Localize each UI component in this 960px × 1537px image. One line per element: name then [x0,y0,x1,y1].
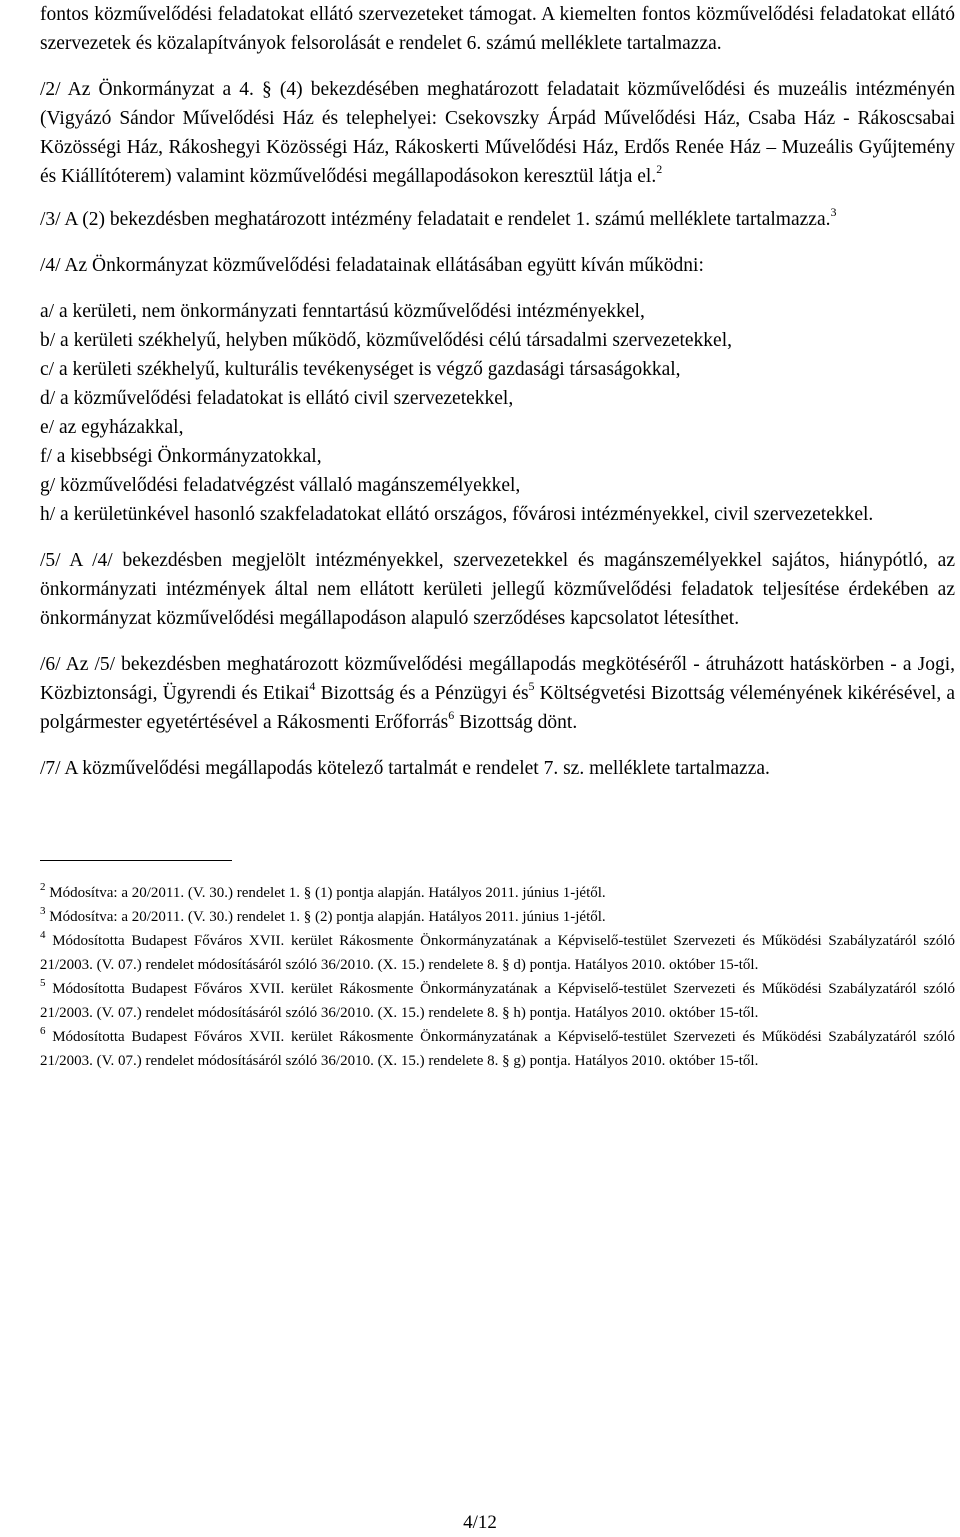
footnote-ref-3: 3 [830,204,837,219]
footnote [40,905,955,929]
paragraph-6-text-a: /6/ Az /5/ bekezdésben meghatározott közművelődési megállapodás megkötéséről - átruházott hatáskörben - a Jogi, Közbiztonsági, Ügyrendi és Etikai [40,654,955,704]
paragraph-5: /5/ A /4/ bekezdésben megjelölt intézményekkel, szervezetekkel és magánszemélyekkel sajátos, hiánypótló, az önkormányzati intézmények által nem ellátott kerületi jellegű közművelődési feladatok teljesítése érdekében az önkormányzat közművelődési megállapodáson alapuló szerződéses kapcsolatot létesíthet. [40,550,955,629]
footnote-number: 4 [40,929,46,941]
footnote-text: Módosította Budapest Főváros XVII. kerület Rákosmente Önkormányzatának a Képviselő-testület Szervezeti és Működési Szabályzatáról szóló 21/2003. (V. 07.) rendelet módosításáról szóló 36/2010. (X. 15.) rendelete 8. § d) pontja. Hatályos 2010. október 15-től. [40,933,956,973]
list-item: f/ a kisebbségi Önkormányzatokkal, [40,446,322,467]
footnote-ref-6: 6 [448,707,455,722]
footnote [40,881,955,905]
footnote [40,1025,955,1073]
footnote-ref-4: 4 [309,678,316,693]
list-item: b/ a kerületi székhelyű, helyben működő, közművelődési célú társadalmi szervezetekkel, [40,330,733,351]
footnote-number: 5 [40,977,46,989]
list-item: c/ a kerületi székhelyű, kulturális tevékenységet is végző gazdasági társaságokkal, [40,359,681,380]
list-item: d/ a közművelődési feladatokat is ellátó civil szervezetekkel, [40,388,514,409]
paragraph-6 [40,650,955,737]
footnote [40,977,955,1025]
paragraph-6-text-d: Bizottság dönt. [454,712,578,733]
footnote-text: Módosította Budapest Főváros XVII. kerület Rákosmente Önkormányzatának a Képviselő-testület Szervezeti és Működési Szabályzatáról szóló 21/2003. (V. 07.) rendelet módosításáról szóló 36/2010. (X. 15.) rendelete 8. § g) pontja. Hatályos 2010. október 15-től. [40,1029,956,1069]
paragraph-6-text-c: Költségvetési Bizottság véleményének kikérésével, a polgármester egyetértésével a Rákosmenti Erőforrás [40,683,955,733]
paragraph-6-text-b: Bizottság és a Pénzügyi és [315,683,529,704]
paragraph-2 [40,75,955,191]
footnote-text: Módosítva: a 20/2011. (V. 30.) rendelet 1. § (1) pontja alapján. Hatályos 2011. június 1-jétől. [49,885,606,901]
paragraph-3-text: /3/ A (2) bekezdésben meghatározott intézmény feladatait e rendelet 1. számú melléklete tartalmazza. [40,209,831,230]
list-item: a/ a kerületi, nem önkormányzati fenntartású közművelődési intézményekkel, [40,301,645,322]
paragraph-2-text: /2/ Az Önkormányzat a 4. § (4) bekezdésében meghatározott feladatait közművelődési és muzeális intézményén (Vigyázó Sándor Művelődési Ház és telephelyei: Csekovszky Árpád Művelődési Ház, Csaba Ház - Rákoscsabai Közösségi Ház, Rákoshegyi Közösségi Ház, Rákoskerti Művelődési Ház, Erdős Renée Ház – Muzeális Gyűjtemény és Kiállítóterem) valamint közművelődési megállapodásokon keresztül látja el. [40,79,955,187]
paragraph-3 [40,205,955,234]
footnote-ref-5: 5 [528,678,535,693]
footnote-separator [40,860,232,861]
footnote [40,929,955,977]
list-item: h/ a kerületünkével hasonló szakfeladatokat ellátó országos, fővárosi intézményekkel, civil szervezetekkel. [40,504,874,525]
paragraph-7: /7/ A közművelődési megállapodás kötelező tartalmát e rendelet 7. sz. melléklete tartalmazza. [40,758,770,779]
footnote-text: Módosította Budapest Főváros XVII. kerület Rákosmente Önkormányzatának a Képviselő-testület Szervezeti és Működési Szabályzatáról szóló 21/2003. (V. 07.) rendelet módosításáról szóló 36/2010. (X. 15.) rendelete 8. § h) pontja. Hatályos 2010. október 15-től. [40,981,956,1021]
page-number: 4/12 [463,1512,497,1533]
footnote-ref-2: 2 [656,161,663,176]
footnote-number: 6 [40,1025,46,1037]
cooperation-list [40,297,955,529]
footnotes [40,881,955,1073]
intro-paragraph: fontos közművelődési feladatokat ellátó szervezeteket támogat. A kiemelten fontos közművelődési feladatokat ellátó szervezetek és közalapítványok felsorolását e rendelet 6. számú melléklete tartalmazza. [40,4,955,54]
footnote-number: 2 [40,881,46,893]
list-item: g/ közművelődési feladatvégzést vállaló magánszemélyekkel, [40,475,521,496]
footnote-number: 3 [40,905,46,917]
document-page [40,0,955,1073]
list-item: e/ az egyházakkal, [40,417,184,438]
footnote-text: Módosítva: a 20/2011. (V. 30.) rendelet 1. § (2) pontja alapján. Hatályos 2011. június 1-jétől. [49,909,606,925]
paragraph-4: /4/ Az Önkormányzat közművelődési feladatainak ellátásában együtt kíván működni: [40,255,704,276]
